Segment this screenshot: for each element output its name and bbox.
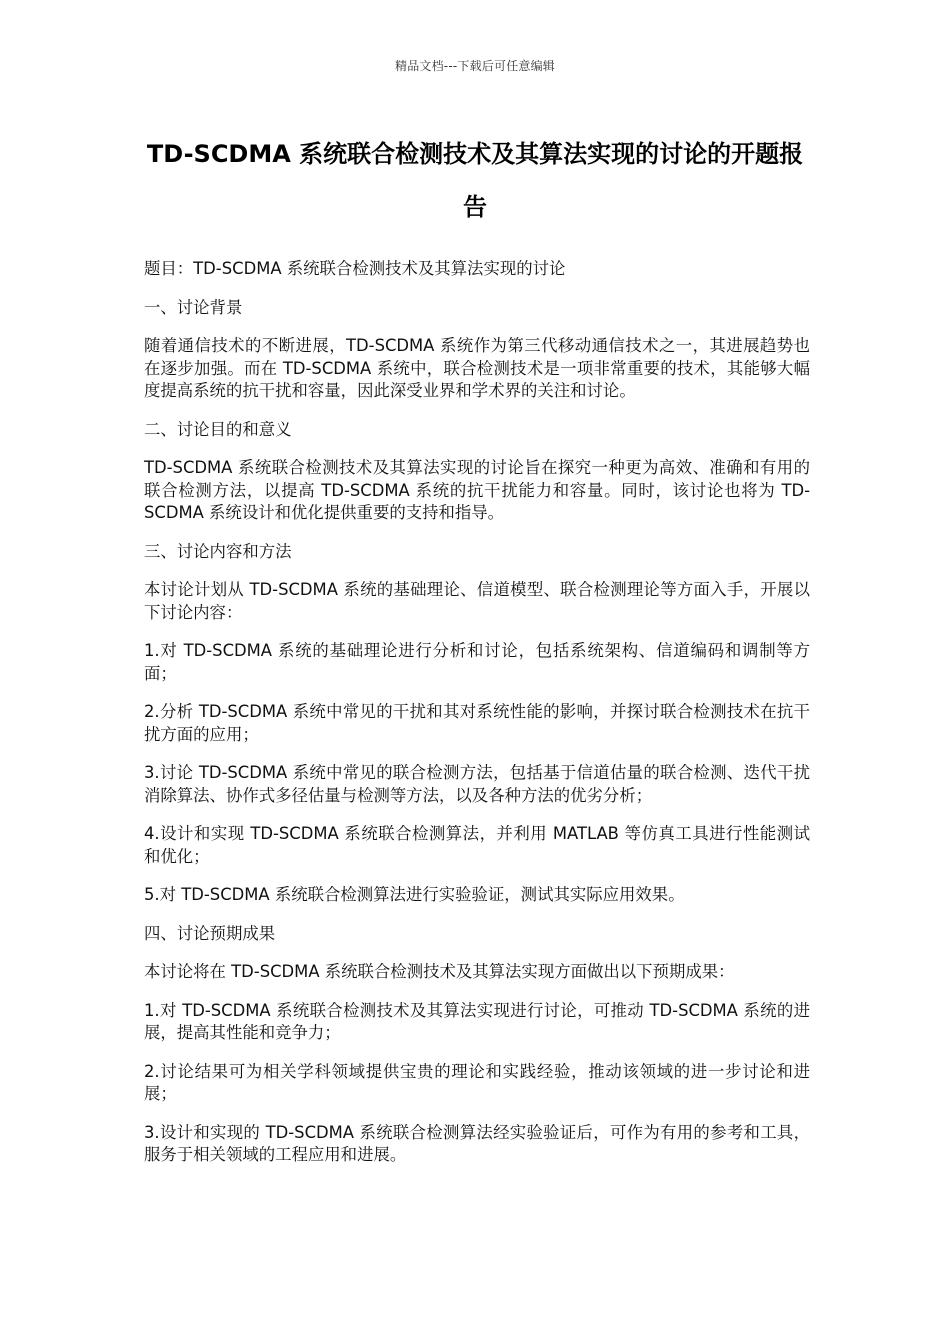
section-heading-outcomes: 四、讨论预期成果 (144, 923, 276, 943)
outcomes-intro-paragraph: 本讨论将在 TD-SCDMA 系统联合检测技术及其算法实现方面做出以下预期成果： (144, 962, 735, 981)
section-heading-content: 三、讨论内容和方法 (144, 541, 292, 561)
content-item-4: 4.设计和实现 TD-SCDMA 系统联合检测算法，并利用 MATLAB 等仿真工具进行性能测试和优化； (144, 824, 810, 866)
content-item-2: 2.分析 TD-SCDMA 系统中常见的干扰和其对系统性能的影响，并探讨联合检测技术在抗干扰方面的应用； (144, 702, 810, 744)
outcome-item-3: 3.设计和实现的 TD-SCDMA 系统联合检测算法经实验验证后，可作为有用的参考和工具，服务于相关领域的工程应用和进展。 (144, 1122, 810, 1164)
section-heading-background: 一、讨论背景 (144, 297, 243, 317)
background-paragraph: 随着通信技术的不断进展，TD-SCDMA 系统作为第三代移动通信技术之一，其进展趋势也在逐步加强。而在 TD-SCDMA 系统中，联合检测技术是一项非常重要的技术，其能够大幅度提高系统的抗干扰和容量，因此深受业界和学术界的关注和讨论。 (144, 336, 810, 400)
content-item-3: 3.讨论 TD-SCDMA 系统中常见的联合检测方法，包括基于信道估量的联合检测、迭代干扰消除算法、协作式多径估量与检测等方法，以及各种方法的优劣分析； (144, 763, 810, 805)
outcome-item-2: 2.讨论结果可为相关学科领域提供宝贵的理论和实践经验，推动该领域的进一步讨论和进展； (144, 1061, 810, 1103)
document-body (144, 258, 810, 1183)
outcome-item-1: 1.对 TD-SCDMA 系统联合检测技术及其算法实现进行讨论，可推动 TD-SCDMA 系统的进展，提高其性能和竞争力； (144, 1000, 810, 1042)
document-title: TD-SCDMA 系统联合检测技术及其算法实现的讨论的开题报告 (146, 140, 804, 221)
content-item-5: 5.对 TD-SCDMA 系统联合检测算法进行实验验证，测试其实际应用效果。 (144, 885, 685, 904)
topic-line: 题目：TD-SCDMA 系统联合检测技术及其算法实现的讨论 (144, 259, 566, 278)
purpose-paragraph: TD-SCDMA 系统联合检测技术及其算法实现的讨论旨在探究一种更为高效、准确和有用的联合检测方法，以提高 TD-SCDMA 系统的抗干扰能力和容量。同时，该讨论也将为 TD-SCDMA 系统设计和优化提供重要的支持和指导。 (144, 458, 810, 522)
content-item-1: 1.对 TD-SCDMA 系统的基础理论进行分析和讨论，包括系统架构、信道编码和调制等方面； (144, 641, 810, 683)
header-note: 精品文档---下载后可任意编辑 (395, 59, 555, 73)
section-heading-purpose: 二、讨论目的和意义 (144, 419, 292, 439)
content-intro-paragraph: 本讨论计划从 TD-SCDMA 系统的基础理论、信道模型、联合检测理论等方面入手，开展以下讨论内容： (144, 580, 810, 622)
